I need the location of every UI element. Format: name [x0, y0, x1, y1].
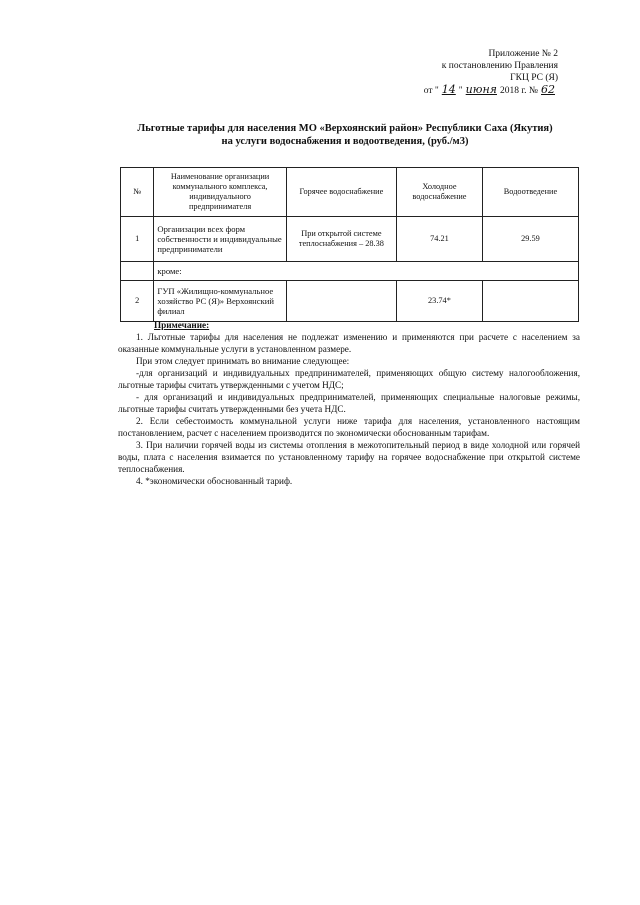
- table-row: [121, 217, 579, 262]
- notes-heading: Примечание:: [154, 320, 210, 330]
- note-paragraph: 3. При наличии горячей воды из системы отопления в межотопительный период в виде холодной или горячей воды, плата с населения взимается по установленному тарифу на горячее водоснабжение при открытой системе теплоснабжения.: [118, 440, 580, 474]
- tariff-table: [120, 167, 579, 322]
- header-num: №: [121, 168, 154, 217]
- date-separator: ": [458, 86, 463, 96]
- row-hot-water: При открытой системе теплоснабжения – 28.38: [286, 217, 396, 262]
- row-num: 2: [121, 281, 154, 322]
- row-num: 1: [121, 217, 154, 262]
- document-title: [100, 122, 590, 148]
- header-organization: Наименование организации коммунального комплекса, индивидуального предпринимателя: [154, 168, 286, 217]
- row-cold-water: 74.21: [396, 217, 482, 262]
- note-paragraph: 4. *экономически обоснованный тариф.: [136, 476, 293, 486]
- date-day: 14: [441, 83, 456, 96]
- row-wastewater: [482, 281, 578, 322]
- date-month: июня: [465, 83, 497, 96]
- note-paragraph: -для организаций и индивидуальных предпринимателей, применяющих общую систему налогообложения, льготные тарифы считать утвержденными с учетом НДС;: [118, 368, 580, 390]
- annex-date: [338, 84, 558, 97]
- except-label: кроме:: [154, 262, 579, 281]
- header-wastewater: Водоотведение: [482, 168, 578, 217]
- title-line-1: Льготные тарифы для населения МО «Верхоянский район» Республики Саха (Якутия): [137, 123, 553, 134]
- header-cold-water: Холодное водоснабжение: [396, 168, 482, 217]
- date-prefix: от ": [423, 86, 439, 96]
- table-header-row: [121, 168, 579, 217]
- title-line-2: на услуги водоснабжения и водоотведения, (руб./м3): [221, 136, 469, 147]
- document-number: 62: [541, 83, 555, 96]
- note-paragraph: - для организаций и индивидуальных предпринимателей, применяющих специальные налоговые режимы, льготные тарифы считать утвержденными без учета НДС.: [118, 392, 580, 414]
- annex-number: Приложение № 2: [488, 49, 558, 59]
- row-organization: Организации всех форм собственности и индивидуальные предприниматели: [154, 217, 286, 262]
- row-organization: ГУП «Жилищно-коммунальное хозяйство РС (Я)» Верхоянский филиал: [154, 281, 286, 322]
- note-paragraph: При этом следует принимать во внимание следующее:: [136, 356, 350, 366]
- row-num-empty: [121, 262, 154, 281]
- row-hot-water: [286, 281, 396, 322]
- row-cold-water: 23.74*: [396, 281, 482, 322]
- table-row: [121, 281, 579, 322]
- annex-authority: ГКЦ РС (Я): [510, 73, 558, 83]
- notes-section: [118, 319, 580, 487]
- annex-reference: к постановлению Правления: [441, 61, 558, 71]
- header-hot-water: Горячее водоснабжение: [286, 168, 396, 217]
- note-paragraph: 1. Льготные тарифы для населения не подлежат изменению и применяются при расчете с населением за оказанные коммунальные услуги в установленном размере.: [118, 332, 580, 354]
- annex-header: [338, 48, 558, 97]
- date-year: 2018 г. №: [499, 86, 538, 96]
- note-paragraph: 2. Если себестоимость коммунальной услуги ниже тарифа для населения, установленного настоящим постановлением, расчет с населением производится по экономически обоснованным тарифам.: [118, 416, 580, 438]
- row-wastewater: 29.59: [482, 217, 578, 262]
- table-row-except: [121, 262, 579, 281]
